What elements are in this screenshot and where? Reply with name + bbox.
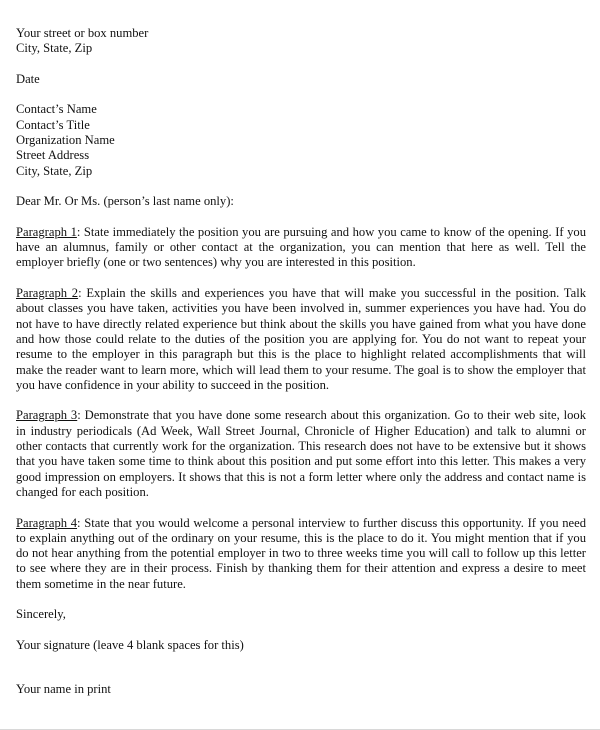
date-line: Date: [16, 71, 40, 86]
recipient-city-state-zip: City, State, Zip: [16, 163, 93, 178]
paragraph-4-text: : State that you would welcome a personal interview to further discuss this opportunity. If you need to explain anything out of the ordinary on your resume, this is the place to do it. You might mention that if you do not hear anything from the potential employer in two to three weeks time you will call to follow up this letter to see where they are in their process. Finish by thanking them for their attention and express a desire to meet them sometime in the near future.: [16, 515, 587, 591]
paragraph-1-text: : State immediately the position you are pursuing and how you came to know of the opening. If you have an alumnus, family or other contact at the organization, you can mention that here as well. Tell the employer briefly (one or two sentences) why you are interested in this position.: [16, 224, 587, 270]
recipient-name: Contact’s Name: [16, 102, 97, 117]
paragraph-2: [16, 286, 586, 393]
recipient-title: Contact’s Title: [16, 117, 90, 132]
paragraph-2-label: Paragraph 2: [16, 286, 79, 301]
paragraph-3-label: Paragraph 3: [16, 408, 78, 423]
salutation: Dear Mr. Or Ms. (person’s last name only):: [16, 194, 234, 209]
paragraph-1-label: Paragraph 1: [16, 224, 77, 239]
paragraph-2-text: : Explain the skills and experiences you have that will make you successful in the position. Talk about classes you have taken, activities you have been involved in, summer experiences you have had. You do not have to have directly related experience but think about the skills you have gained from what you have done and how those could relate to the duties of the position you are applying for. You do not want to repeat your resume to the employer in this paragraph but this is the place to highlight related accomplishments that will make the reader want to learn more, which will lead them to your resume. The goal is to show the employer that you have confidence in your ability to succeed in the position.: [16, 286, 587, 392]
closing: Sincerely,: [16, 607, 66, 622]
recipient-organization: Organization Name: [16, 133, 115, 148]
printed-name: Your name in print: [16, 682, 111, 697]
recipient-street: Street Address: [16, 148, 90, 163]
paragraph-3: [16, 408, 586, 500]
sender-address: [16, 26, 586, 57]
paragraph-1: [16, 225, 586, 271]
paragraph-4: [16, 516, 586, 592]
paragraph-4-label: Paragraph 4: [16, 515, 78, 530]
signature-line: Your signature (leave 4 blank spaces for this): [16, 637, 244, 652]
sender-street: Your street or box number: [16, 26, 149, 40]
paragraph-3-text: : Demonstrate that you have done some research about this organization. Go to their web site, look in industry periodicals (Ad Week, Wall Street Journal, Chronicle of Higher Education) and talk to alumni or other contacts that currently work for the organization. This research does not have to be extensive but it shows that you have taken some time to think about this position and put some effort into this letter. This makes a very good impression on employers. It shows that this is not a form letter where only the address and contact name is changed for each position.: [16, 408, 587, 499]
sender-city-state-zip: City, State, Zip: [16, 41, 93, 56]
cover-letter: [16, 26, 586, 697]
recipient-address: [16, 102, 586, 178]
